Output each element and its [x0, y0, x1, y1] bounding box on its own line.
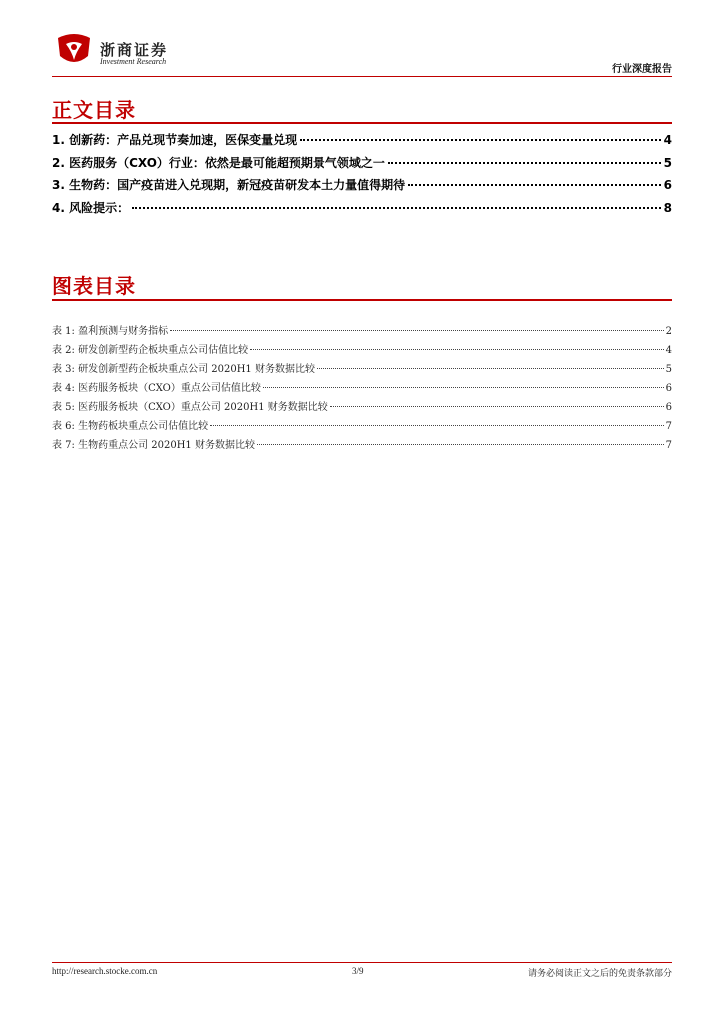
toc-item[interactable]	[52, 176, 672, 199]
chart-toc-item-label: 表 5: 医药服务板块（CXO）重点公司 2020H1 财务数据比较	[52, 402, 328, 413]
chart-toc-item-label: 表 2: 研发创新型药企板块重点公司估值比较	[52, 345, 249, 356]
chart-toc-item-page: 4	[665, 345, 672, 356]
toc-title-divider	[52, 122, 672, 124]
toc-item-page: 8	[663, 201, 672, 216]
chart-toc-item-page: 5	[665, 364, 672, 375]
chart-toc-item[interactable]	[52, 341, 672, 360]
footer-disclaimer: 请务必阅读正文之后的免责条款部分	[527, 969, 672, 979]
chart-toc-item-page: 2	[665, 326, 672, 337]
header-divider	[52, 76, 672, 77]
brand-name-en: Investment Research	[100, 57, 167, 66]
chart-toc-title-divider	[52, 299, 672, 301]
toc-leader	[408, 184, 661, 186]
toc-leader	[388, 162, 661, 164]
chart-toc-item-label: 表 1: 盈利预测与财务指标	[52, 326, 169, 337]
chart-toc-leader	[210, 425, 664, 426]
chart-toc-item-page: 6	[665, 402, 672, 413]
toc-leader	[132, 207, 661, 209]
chart-toc-item-page: 7	[665, 421, 672, 432]
chart-toc-item-page: 7	[665, 440, 672, 451]
toc-item-label: 3. 生物药：国产疫苗进入兑现期，新冠疫苗研发本土力量值得期待	[52, 178, 406, 193]
toc-item-label: 2. 医药服务（CXO）行业：依然是最可能超预期景气领域之一	[52, 155, 385, 170]
toc-item[interactable]	[52, 154, 672, 177]
toc-title: 正文目录	[52, 98, 136, 122]
chart-toc-list	[52, 322, 672, 455]
chart-toc-item[interactable]	[52, 360, 672, 379]
chart-toc-item[interactable]	[52, 417, 672, 436]
chart-toc-item-label: 表 3: 研发创新型药企板块重点公司 2020H1 财务数据比较	[52, 364, 315, 375]
chart-toc-item-page: 6	[665, 383, 672, 394]
chart-toc-item[interactable]	[52, 436, 672, 455]
toc-item-label: 4. 风险提示：	[52, 201, 130, 216]
chart-toc-title: 图表目录	[52, 274, 136, 298]
chart-toc-leader	[170, 330, 664, 331]
toc-item[interactable]	[52, 131, 672, 154]
chart-toc-leader	[263, 387, 664, 388]
chart-toc-leader	[257, 444, 664, 445]
toc-item-page: 5	[663, 155, 672, 170]
chart-toc-leader	[317, 368, 664, 369]
toc-list	[52, 131, 672, 222]
toc-item-page: 6	[663, 178, 672, 193]
report-type: 行业深度报告	[612, 64, 672, 75]
chart-toc-leader	[330, 406, 664, 407]
toc-item-label: 1. 创新药：产品兑现节奏加速，医保变量兑现	[52, 133, 298, 147]
chart-toc-item[interactable]	[52, 322, 672, 341]
toc-item-page: 4	[663, 133, 672, 147]
chart-toc-item[interactable]	[52, 379, 672, 398]
brand-logo-icon	[54, 32, 94, 66]
page-number: 3/9	[352, 966, 364, 976]
chart-toc-item-label: 表 6: 生物药板块重点公司估值比较	[52, 421, 209, 432]
footer-url[interactable]: http://research.stocke.com.cn	[52, 966, 158, 976]
brand-name-cn: 浙商证券	[100, 41, 169, 59]
toc-leader	[300, 139, 661, 141]
chart-toc-leader	[250, 349, 664, 350]
toc-item[interactable]	[52, 199, 672, 222]
page-header	[52, 30, 672, 76]
chart-toc-item[interactable]	[52, 398, 672, 417]
footer-divider	[52, 962, 672, 963]
chart-toc-item-label: 表 7: 生物药重点公司 2020H1 财务数据比较	[52, 440, 255, 451]
chart-toc-item-label: 表 4: 医药服务板块（CXO）重点公司估值比较	[52, 383, 261, 394]
